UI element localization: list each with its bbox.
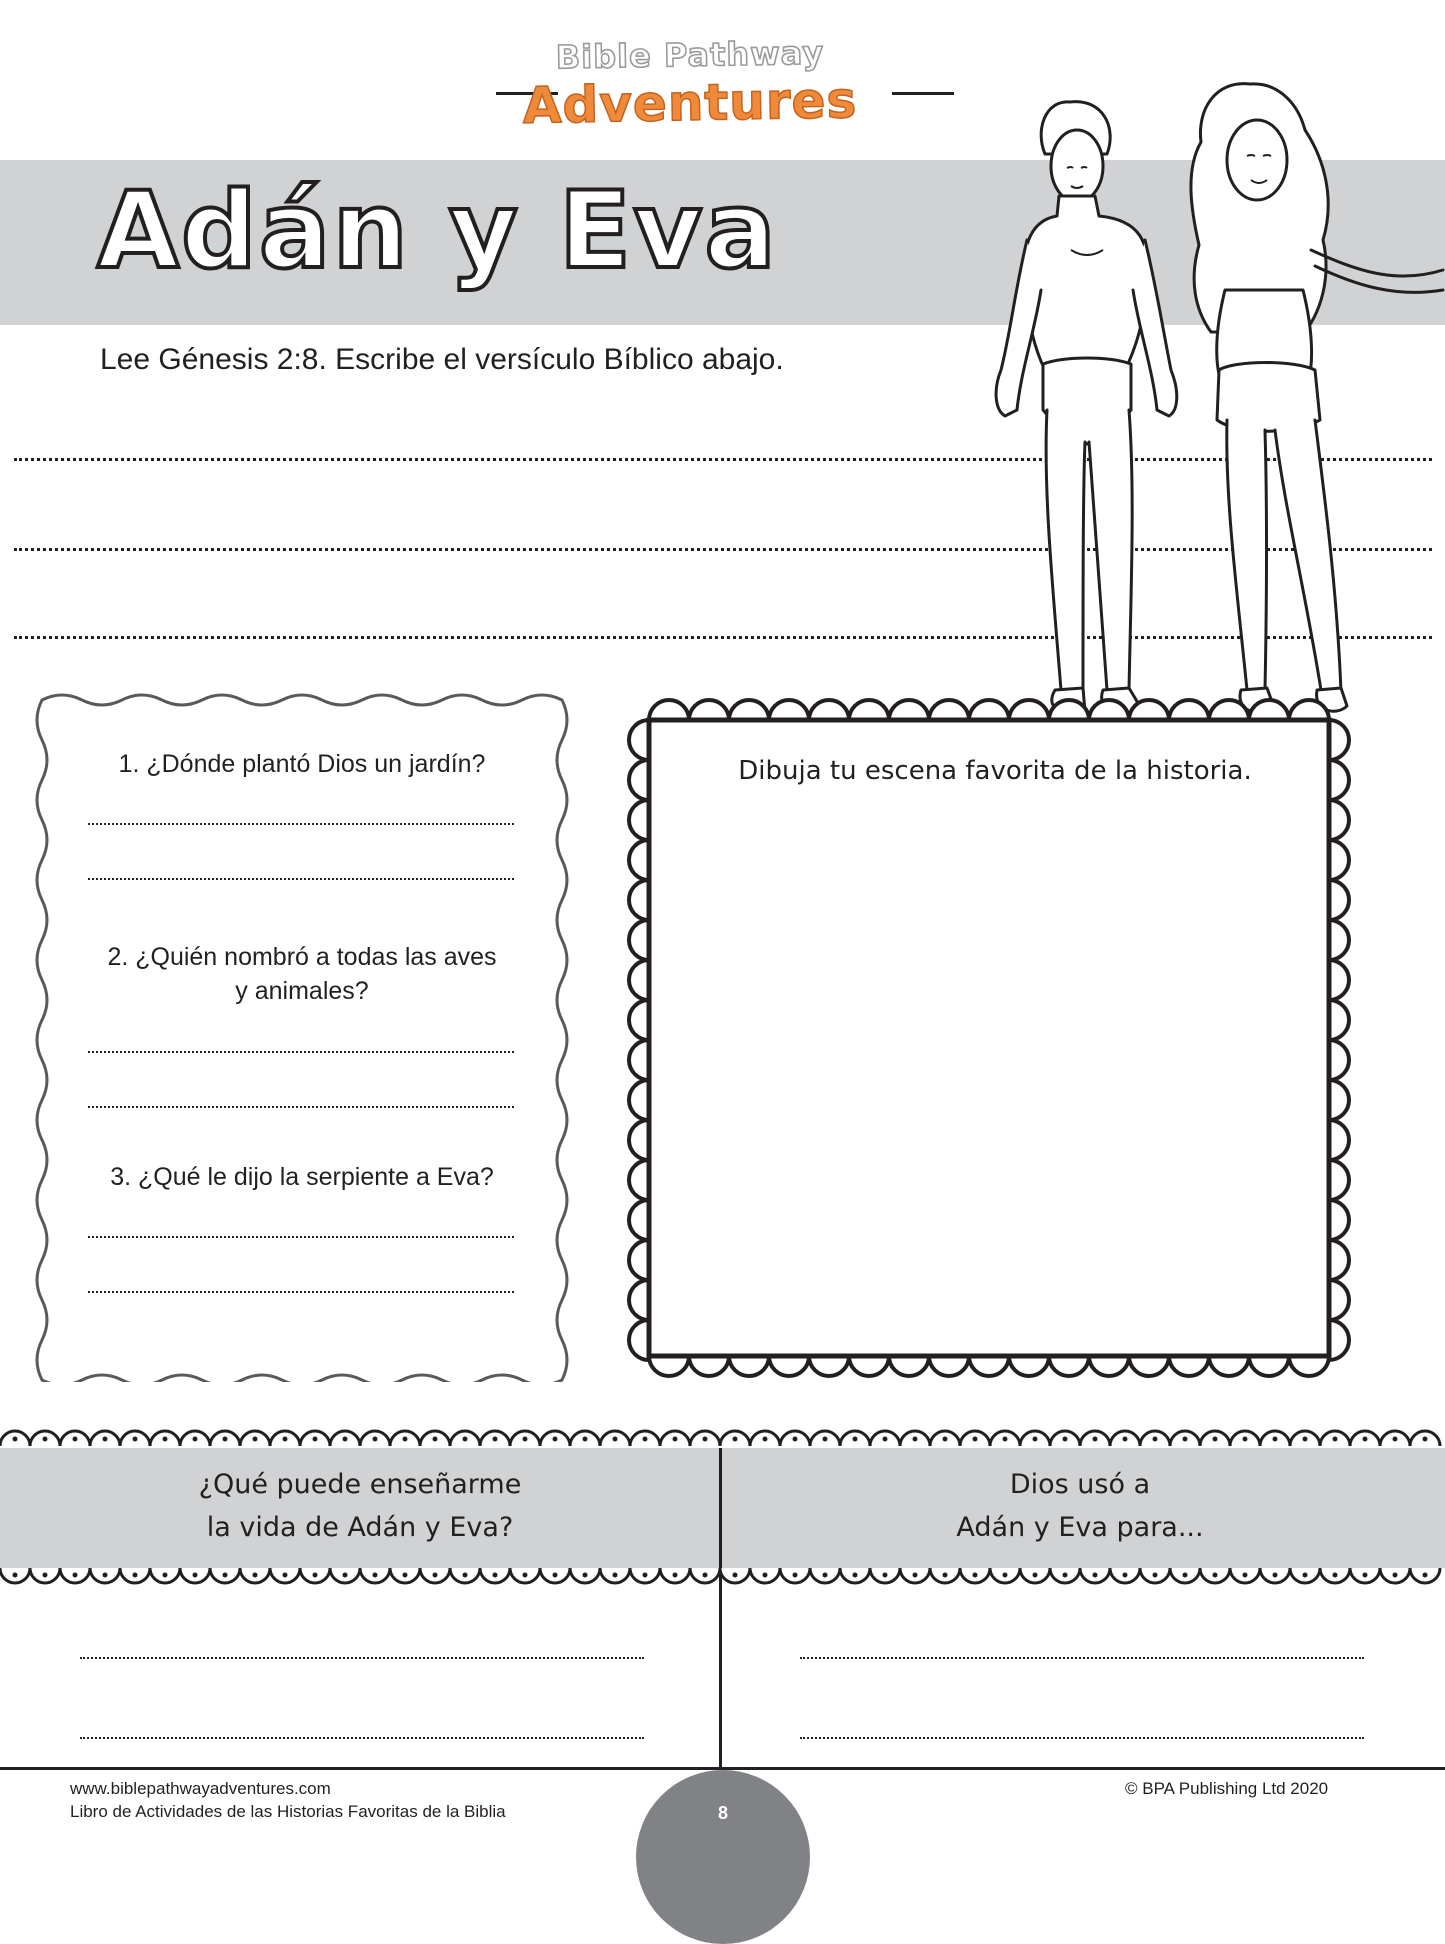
answer-line-q3-a[interactable]	[88, 1236, 514, 1238]
drawing-area[interactable]	[660, 810, 1325, 1350]
bottom-right-label: Dios usó a Adán y Eva para...	[956, 1469, 1204, 1543]
bottom-top-scallop-border	[0, 1418, 1445, 1448]
logo-line-1: Bible Pathway	[555, 33, 825, 77]
verse-instruction: Lee Génesis 2:8. Escribe el versículo Bíblico abajo.	[100, 343, 784, 376]
bottom-lower-scallop-border	[0, 1566, 1445, 1596]
bottom-right-line-2[interactable]	[800, 1737, 1364, 1739]
bottom-divider	[719, 1448, 722, 1768]
footer-book-title: Libro de Actividades de las Historias Favoritas de la Biblia	[70, 1802, 506, 1821]
answer-line-q1-a[interactable]	[88, 823, 514, 825]
page-number-circle	[636, 1770, 810, 1944]
logo-line-2: Adventures	[522, 71, 858, 135]
questions-box-frame	[28, 688, 576, 1382]
answer-line-q2-b[interactable]	[88, 1106, 514, 1108]
drawing-box-caption: Dibuja tu escena favorita de la historia.	[738, 756, 1252, 786]
answer-line-q1-b[interactable]	[88, 878, 514, 880]
bottom-left-line-2[interactable]	[80, 1737, 644, 1739]
logo-rule-right	[892, 92, 954, 95]
bottom-left-line-1[interactable]	[80, 1657, 644, 1659]
footer-copyright: © BPA Publishing Ltd 2020	[1125, 1779, 1329, 1798]
answer-line-q3-b[interactable]	[88, 1291, 514, 1293]
question-1: 1. ¿Dónde plantó Dios un jardín?	[118, 750, 486, 778]
answer-line-q2-a[interactable]	[88, 1051, 514, 1053]
page-number: 8	[717, 1803, 728, 1823]
footer-website[interactable]: www.biblepathwayadventures.com	[70, 1779, 331, 1798]
question-2-line-1: 2. ¿Quién nombró a todas las aves	[107, 943, 497, 971]
brand-logo	[490, 30, 890, 140]
question-3: 3. ¿Qué le dijo la serpiente a Eva?	[110, 1163, 494, 1191]
bottom-left-label: ¿Qué puede enseñarme la vida de Adán y Eva?	[198, 1469, 522, 1543]
adam-and-eve-illustration	[975, 70, 1445, 730]
bottom-right-line-1[interactable]	[800, 1657, 1364, 1659]
page-title: Adán y Eva	[97, 169, 778, 292]
question-2-line-2: y animales?	[235, 977, 369, 1005]
